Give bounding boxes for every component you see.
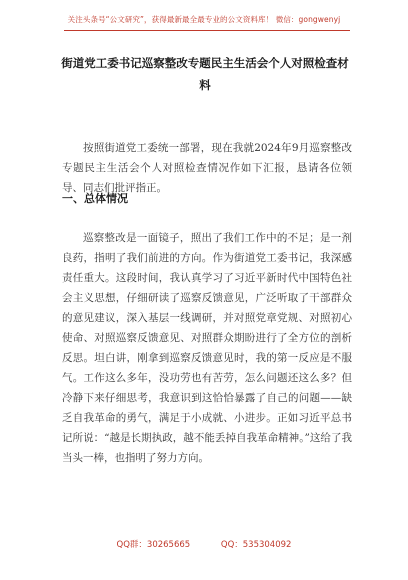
document-title: 街道党工委书记巡察整改专题民主生活会个人对照检查材料 — [61, 56, 349, 92]
footer-contact — [0, 538, 408, 550]
promo-banner: 关注头条号“公文研究”，获得最新最全最专业的公文资料库！ 微信：gongwenyj — [67, 15, 341, 24]
footer-qq-group: QQ群：30265665 — [116, 540, 191, 550]
footer-qq: QQ：535304092 — [220, 540, 292, 550]
intro-paragraph: 按照街道党工委统一部署，现在我就2024年9月巡察整改专题民主生活会个人对照检查情况作如下汇报，恳请各位领导、同志们批评指正。 — [62, 142, 352, 194]
section-paragraph: 巡察整改是一面镜子，照出了我们工作中的不足；是一剂良药，指明了我们前进的方向。作为街道党工委书记，我深感责任重大。这段时间，我认真学习了习近平新时代中国特色社会主义思想，仔细研读了巡察反馈意见，广泛听取了干部群众的意见建议，深入基层一线调研，并对照党章党规、对照初心使命、对照巡察反馈意见、对照群众期盼进行了全方位的剖析反思。坦白讲，刚拿到巡察反馈意见时，我的第一反应是不服气。工作这么多年，没功劳也有苦劳，怎么问题还这么多？但冷静下来仔细思考，我意识到这恰恰暴露了自己的问题——缺乏自我革命的勇气，满足于小成就、小进步。正如习近平总书记所说：“越是长期执政，越不能丢掉自我革命精神。”这给了我当头一棒，也指明了努力方向。 — [62, 232, 352, 464]
section-heading: 一、总体情况 — [62, 192, 128, 205]
banner-divider — [64, 30, 350, 31]
